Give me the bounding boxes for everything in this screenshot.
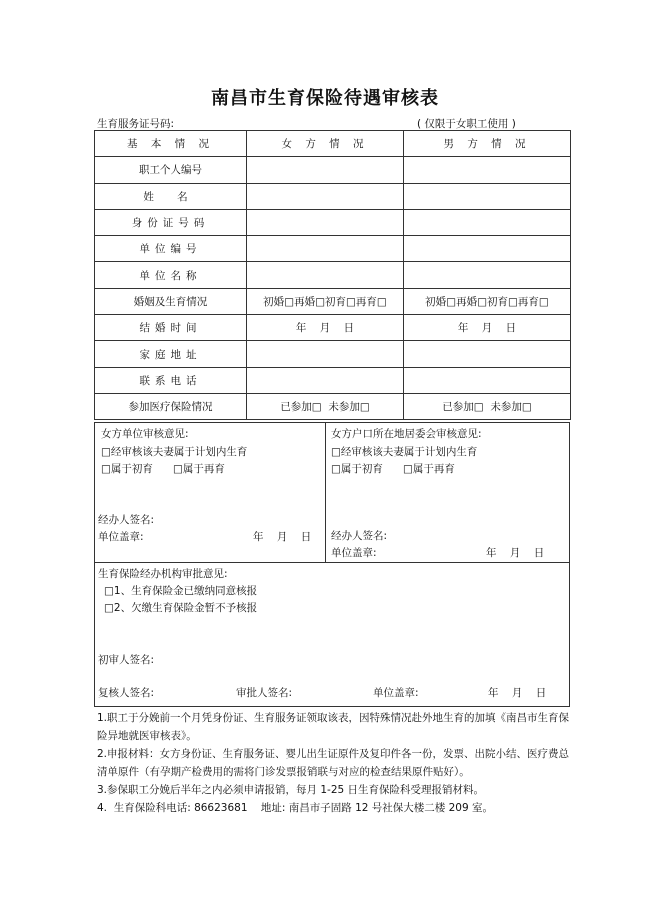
table-row bbox=[95, 236, 571, 262]
agency-approval-title: 生育保险经办机构审批意见: bbox=[98, 568, 228, 580]
row-label: 参加医疗保险情况 bbox=[95, 393, 247, 419]
male-cell[interactable] bbox=[404, 262, 571, 288]
table-row bbox=[95, 367, 571, 393]
table-row bbox=[95, 341, 571, 367]
female-marriage-date[interactable]: 年 月 日 bbox=[247, 315, 404, 341]
male-cell[interactable] bbox=[404, 209, 571, 235]
page-title: 南昌市生育保险待遇审核表 bbox=[211, 88, 439, 109]
date-field[interactable]: 年 月 日 bbox=[486, 547, 545, 559]
date-field[interactable]: 年 月 日 bbox=[253, 531, 312, 543]
approver-signature-label: 审批人签名: bbox=[236, 687, 293, 699]
note-item: 4. 生育保险科电话: 86623681 地址: 南昌市子固路 12 号社保大楼二楼 209 室。 bbox=[97, 802, 493, 814]
table-row bbox=[95, 183, 571, 209]
reject-checkbox[interactable]: □2、欠缴生育保险金暂不予核报 bbox=[104, 602, 258, 614]
column-header-male: 男 方 情 况 bbox=[404, 131, 571, 157]
unit-seal-label: 单位盖章: bbox=[373, 687, 419, 699]
male-marital-checkboxes[interactable]: 初婚□再婚□初育□再育□ bbox=[404, 288, 571, 314]
residence-committee-review-box bbox=[325, 422, 570, 563]
date-field[interactable]: 年 月 日 bbox=[488, 687, 547, 699]
handler-signature-label: 经办人签名: bbox=[98, 514, 155, 526]
female-insurance-checkboxes[interactable]: 已参加□ 未参加□ bbox=[247, 393, 404, 419]
row-label: 家庭地址 bbox=[95, 341, 247, 367]
female-unit-review-box bbox=[94, 422, 326, 563]
table-row bbox=[95, 393, 571, 419]
female-cell[interactable] bbox=[247, 209, 404, 235]
note-item: 1.职工于分娩前一个月凭身份证、生育服务证领取该表，因特殊情况赴外地生育的加填《南昌市生育保险异地就医审核表》。 bbox=[97, 712, 570, 742]
male-marriage-date[interactable]: 年 月 日 bbox=[404, 315, 571, 341]
female-cell[interactable] bbox=[247, 157, 404, 183]
female-marital-checkboxes[interactable]: 初婚□再婚□初育□再育□ bbox=[247, 288, 404, 314]
female-cell[interactable] bbox=[247, 367, 404, 393]
planned-birth-checkbox[interactable]: □经审核该夫妻属于计划内生育 bbox=[101, 446, 248, 458]
first-reviewer-signature-label: 初审人签名: bbox=[98, 654, 155, 666]
handler-signature-label: 经办人签名: bbox=[331, 530, 388, 542]
female-cell[interactable] bbox=[247, 262, 404, 288]
row-label: 职工个人编号 bbox=[95, 157, 247, 183]
residence-review-title: 女方户口所在地居委会审核意见: bbox=[331, 428, 482, 440]
column-header-basic: 基 本 情 况 bbox=[95, 131, 247, 157]
birth-permit-number-label: 生育服务证号码: bbox=[97, 118, 175, 130]
row-label: 身份证号码 bbox=[95, 209, 247, 235]
note-item: 3.参保职工分娩后半年之内必须申请报销，每月 1-25 日生育保险科受理报销材料。 bbox=[97, 784, 485, 796]
unit-seal-label: 单位盖章: bbox=[331, 547, 377, 559]
row-label: 婚姻及生育情况 bbox=[95, 288, 247, 314]
table-row bbox=[95, 262, 571, 288]
table-row bbox=[95, 157, 571, 183]
female-cell[interactable] bbox=[247, 183, 404, 209]
agency-approval-box bbox=[94, 562, 570, 707]
instructions-notes bbox=[97, 709, 572, 817]
planned-birth-checkbox[interactable]: □经审核该夫妻属于计划内生育 bbox=[331, 446, 478, 458]
row-label: 单位编号 bbox=[95, 236, 247, 262]
male-cell[interactable] bbox=[404, 367, 571, 393]
female-unit-review-title: 女方单位审核意见: bbox=[101, 428, 189, 440]
male-cell[interactable] bbox=[404, 341, 571, 367]
birth-order-checkboxes[interactable]: □属于初育 □属于再育 bbox=[101, 463, 225, 475]
birth-order-checkboxes[interactable]: □属于初育 □属于再育 bbox=[331, 463, 455, 475]
row-label: 结婚时间 bbox=[95, 315, 247, 341]
female-only-note: ( 仅限于女职工使用 ) bbox=[417, 118, 516, 130]
row-label: 单位名称 bbox=[95, 262, 247, 288]
approve-checkbox[interactable]: □1、生育保险金已缴纳同意核报 bbox=[104, 585, 258, 597]
male-insurance-checkboxes[interactable]: 已参加□ 未参加□ bbox=[404, 393, 571, 419]
column-header-female: 女 方 情 况 bbox=[247, 131, 404, 157]
table-row bbox=[95, 288, 571, 314]
table-header-row bbox=[95, 131, 571, 157]
table-row bbox=[95, 209, 571, 235]
male-cell[interactable] bbox=[404, 183, 571, 209]
basic-info-table bbox=[94, 130, 571, 420]
female-cell[interactable] bbox=[247, 236, 404, 262]
female-cell[interactable] bbox=[247, 341, 404, 367]
male-cell[interactable] bbox=[404, 236, 571, 262]
re-reviewer-signature-label: 复核人签名: bbox=[98, 687, 155, 699]
note-item: 2.申报材料：女方身份证、生育服务证、婴儿出生证原件及复印件各一份，发票、出院小结、医疗费总清单原件（有孕期产检费用的需将门诊发票报销联与对应的检查结果原件贴好）。 bbox=[97, 748, 570, 778]
unit-seal-label: 单位盖章: bbox=[98, 531, 144, 543]
male-cell[interactable] bbox=[404, 157, 571, 183]
row-label: 姓 名 bbox=[95, 183, 247, 209]
row-label: 联系电话 bbox=[95, 367, 247, 393]
table-row bbox=[95, 315, 571, 341]
